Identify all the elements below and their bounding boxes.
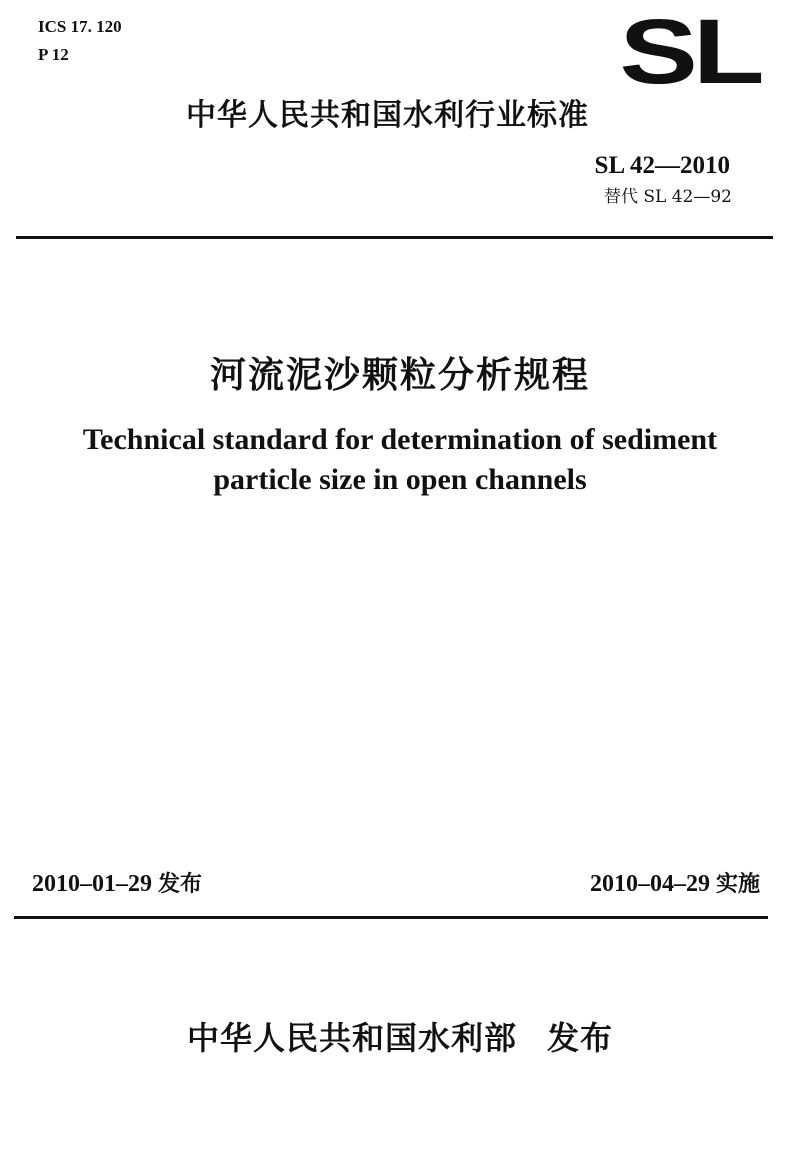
standard-category-heading: 中华人民共和国水利行业标准 [186, 98, 589, 133]
standard-number: SL 42—2010 [594, 152, 730, 179]
bottom-divider [14, 916, 768, 919]
issue-date-block [32, 868, 202, 901]
sl-logo: SL [619, 1, 760, 103]
dates-row [32, 868, 760, 901]
issuer-line [0, 1016, 800, 1060]
top-divider [16, 236, 773, 239]
issue-label: 发布 [158, 872, 203, 897]
ics-code: ICS 17. 120 [38, 17, 122, 36]
classification-code: P 12 [38, 45, 69, 64]
english-title-line-2: particle size in open channels [213, 463, 587, 496]
english-title-line-1: Technical standard for determination of sediment [82, 423, 718, 456]
english-title [0, 420, 800, 500]
effective-date: 2010–04–29 [589, 871, 710, 897]
issue-date: 2010–01–29 [32, 871, 152, 897]
issuing-authority: 中华人民共和国水利部 [186, 1019, 517, 1057]
chinese-title: 河流泥沙颗粒分析规程 [209, 355, 590, 396]
issue-word: 发布 [547, 1019, 614, 1057]
replaces-note: 替代 SL 42—92 [603, 187, 732, 207]
effective-date-block [590, 868, 760, 901]
effective-label: 实施 [715, 872, 760, 897]
